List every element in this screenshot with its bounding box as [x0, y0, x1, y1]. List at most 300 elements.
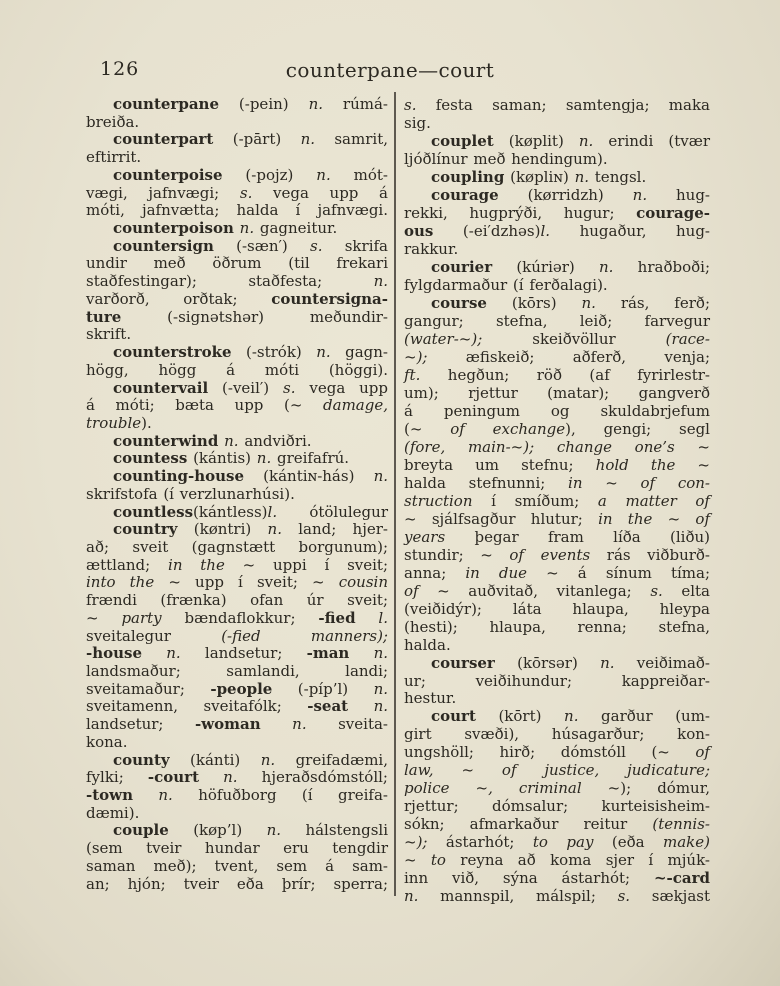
headword: courier	[431, 257, 493, 276]
headword: -man	[306, 644, 350, 663]
text-segment	[142, 644, 166, 662]
text-segment: (water-~);	[404, 329, 533, 348]
text-segment: ungshöll; hirð; dómstóll (~	[404, 743, 696, 762]
text-segment: n.	[316, 165, 331, 184]
text-segment: (kántis)	[187, 449, 257, 468]
text-segment: hjeraðsdómstóll;	[237, 768, 388, 787]
text-segment: skrifa	[322, 236, 388, 255]
dictionary-line	[86, 557, 388, 575]
dictionary-line	[86, 858, 388, 876]
text-segment: ur; veiðihundur; kappreiðar-	[404, 671, 710, 690]
text-segment: n.	[373, 644, 388, 663]
dictionary-line	[86, 238, 388, 256]
text-segment: n.	[578, 131, 594, 150]
text-segment: stundir; ~	[404, 545, 510, 564]
text-segment: vægi, jafnvægi;	[86, 183, 240, 202]
text-segment	[133, 786, 158, 804]
dictionary-line	[86, 734, 388, 752]
headword: courage	[431, 185, 499, 204]
text-segment: (køplit)	[493, 131, 579, 150]
dictionary-line	[86, 397, 388, 415]
text-segment: ), gengi; segl	[565, 419, 710, 438]
dictionary-line	[86, 592, 388, 610]
dictionary-line	[86, 326, 388, 344]
dictionary-line	[86, 185, 388, 203]
text-segment: saman með); tvent, sem á sam-	[86, 856, 388, 875]
text-segment: (-pein)	[218, 95, 309, 113]
text-segment	[349, 644, 373, 662]
dictionary-line	[86, 149, 388, 167]
dictionary-line	[404, 618, 710, 636]
text-segment: sveitalegur	[86, 626, 222, 645]
text-segment: anna;	[404, 563, 466, 582]
text-segment: n.	[300, 130, 316, 149]
dictionary-line	[86, 415, 388, 433]
text-segment: ~ á sínum tíma;	[527, 563, 710, 582]
text-segment: (eða	[593, 833, 663, 852]
dictionary-line	[86, 362, 388, 380]
text-segment: sveita-	[306, 715, 388, 734]
dictionary-line	[86, 486, 388, 504]
text-segment: landsmaður; samlandi, landi;	[86, 662, 388, 680]
text-segment	[356, 609, 379, 627]
dictionary-line	[404, 96, 710, 114]
text-segment: æfiskeið; aðferð, venja;	[465, 347, 711, 366]
dictionary-line	[404, 869, 710, 887]
text-segment: inn við, sýna ástarhót;	[404, 869, 654, 888]
dictionary-line	[404, 186, 710, 204]
text-segment: (-pārt)	[213, 130, 301, 149]
text-segment: (køntri)	[177, 520, 268, 539]
text-segment: of	[404, 581, 419, 600]
text-segment: law, ~ of justice, judicature;	[404, 761, 710, 780]
dictionary-line	[404, 276, 710, 294]
text-segment: rás viðburð-	[590, 545, 710, 564]
text-segment: (kōrsər)	[494, 653, 601, 672]
text-segment: s.	[283, 378, 296, 397]
headword: counterwind	[113, 431, 219, 450]
dictionary-line	[404, 510, 710, 528]
dictionary-line	[404, 654, 710, 672]
headword: couple	[113, 821, 169, 840]
text-segment: trouble	[86, 413, 142, 432]
text-segment: (-sæn′)	[213, 236, 311, 255]
text-segment: garður (um-	[578, 707, 710, 726]
page-number: 126	[100, 58, 140, 80]
text-segment: erindi (tvær	[593, 131, 710, 150]
text-segment: sækjast	[630, 887, 710, 906]
text-segment: (kōrs)	[486, 293, 582, 312]
text-segment: hegðun; röð (af fyrirlestr-	[420, 365, 710, 384]
text-segment: tengsl.	[589, 167, 647, 186]
text-segment: in due	[465, 563, 528, 582]
text-segment: (kántiɴ-hás)	[244, 467, 374, 486]
dictionary-line	[86, 698, 388, 716]
headword: -people	[210, 679, 273, 698]
text-segment: (sem tveir hundar eru tengdir	[86, 839, 388, 858]
dictionary-line	[86, 663, 388, 681]
text-segment: um); rjettur (matar); gangverð	[404, 383, 710, 402]
text-segment: hálstengsli	[281, 821, 388, 840]
text-segment: n.	[292, 715, 307, 734]
dictionary-line	[86, 114, 388, 132]
text-segment: n.	[600, 653, 615, 672]
text-segment: ljóðlínur með hendingum).	[404, 149, 608, 168]
text-segment: ~ auðvitað, vitanlega;	[418, 581, 651, 600]
text-segment: n.	[632, 185, 648, 204]
text-segment: n.	[373, 467, 388, 486]
dictionary-line	[404, 420, 710, 438]
text-segment: festa saman; samtengja; maka	[416, 96, 710, 114]
text-segment: sveitamenn, sveitafólk;	[86, 697, 308, 716]
text-segment: n.	[256, 449, 272, 468]
text-segment: of	[695, 743, 710, 762]
headword: -house	[86, 644, 143, 663]
headword: -seat	[307, 697, 349, 716]
text-segment: n.	[266, 821, 282, 840]
dictionary-line	[404, 725, 710, 743]
left-column	[86, 96, 388, 893]
headword: countersigna-	[271, 289, 388, 308]
text-segment: skeiðvöllur	[532, 329, 666, 348]
dictionary-line	[404, 258, 710, 276]
text-segment: (køpliɴ)	[504, 167, 575, 186]
dictionary-line	[404, 402, 710, 420]
text-segment: n.	[267, 520, 282, 539]
dictionary-line	[86, 769, 388, 787]
text-segment: n.	[158, 786, 173, 805]
dictionary-line	[86, 504, 388, 522]
dictionary-line	[86, 96, 388, 114]
text-segment: (kánti)	[169, 750, 261, 769]
text-segment: (race-	[665, 329, 710, 348]
dictionary-line	[86, 167, 388, 185]
headword: -town	[86, 786, 133, 805]
dictionary-line	[86, 468, 388, 486]
dictionary-line	[404, 707, 710, 725]
text-segment: veiðimað-	[614, 653, 710, 672]
text-segment: n.	[166, 644, 181, 663]
text-segment: cousin	[338, 573, 388, 592]
text-segment: ); dómur,	[620, 779, 710, 798]
text-segment: of exchange	[450, 419, 566, 438]
headword: counterpoise	[113, 165, 223, 184]
text-segment: (kántless)	[193, 502, 268, 521]
headword: ture	[86, 307, 122, 326]
headword: ous	[404, 221, 434, 240]
dictionary-line	[86, 628, 388, 646]
text-segment	[261, 715, 293, 733]
text-segment: varðorð, orðtak;	[86, 289, 272, 308]
text-segment: höfuðborg (í greifa-	[172, 786, 388, 805]
text-segment: into the	[86, 573, 155, 592]
text-segment: breiða.	[86, 112, 140, 131]
text-segment: reyna að koma sjer í mjúk-	[445, 851, 710, 870]
headword: counterpane	[113, 95, 219, 113]
text-segment: mót-	[330, 165, 388, 184]
dictionary-line	[86, 805, 388, 823]
text-segment: (kørridzh)	[498, 185, 633, 204]
headword: -court	[147, 768, 199, 787]
dictionary-line	[86, 876, 388, 894]
dictionary-line	[404, 168, 710, 186]
text-segment: gagneitur.	[254, 219, 338, 238]
text-segment: vega upp á	[252, 183, 388, 202]
text-segment: á peningum og skuldabrjefum	[404, 401, 710, 420]
text-segment: hold the ~	[595, 455, 711, 474]
text-segment: dæmi).	[86, 803, 140, 822]
dictionary-line	[404, 833, 710, 851]
text-segment: fylki;	[86, 768, 148, 787]
text-segment: (~	[404, 419, 451, 438]
text-segment: (-fied manners);	[221, 626, 388, 645]
dictionary-line	[404, 851, 710, 869]
headword: couplet	[431, 131, 494, 150]
text-segment: þegar fram líða (liðu)	[445, 527, 710, 546]
text-segment: (tennis-	[652, 815, 710, 834]
dictionary-line	[86, 273, 388, 291]
text-segment: in the	[168, 555, 225, 574]
text-segment: andviðri.	[238, 431, 312, 450]
text-segment: sókn; afmarkaður reitur	[404, 815, 653, 834]
text-segment: (veiðidýr); láta hlaupa, hleypa	[404, 599, 710, 618]
text-segment: (-veil′)	[208, 378, 284, 397]
text-segment: make)	[663, 833, 710, 852]
headword: countless	[113, 502, 194, 521]
text-segment: (-píp’l)	[272, 679, 374, 698]
text-segment: n.	[239, 219, 255, 238]
headword: countess	[113, 449, 188, 468]
text-segment: n.	[308, 95, 323, 113]
text-segment: n.	[599, 257, 614, 276]
text-segment: ~ sjálfsagður hlutur;	[404, 509, 599, 528]
text-segment: n.	[373, 679, 388, 698]
text-segment: að; sveit (gagnstætt borgunum);	[86, 537, 388, 556]
text-segment: sveitamaður;	[86, 679, 211, 698]
text-segment: years	[404, 527, 446, 546]
text-segment: móti, jafnvætta; halda í jafnvægi.	[86, 201, 388, 220]
dictionary-line	[404, 150, 710, 168]
dictionary-line	[404, 636, 710, 654]
text-segment: hestur.	[404, 689, 457, 708]
text-segment: (-pojz)	[222, 165, 317, 184]
text-segment: damage,	[323, 396, 388, 415]
dictionary-line	[404, 384, 710, 402]
dictionary-line	[404, 222, 710, 240]
text-segment: (køp’l)	[168, 821, 267, 840]
text-segment: (-strók)	[231, 343, 317, 362]
text-segment: an; hjón; tveir eða þrír; sperra;	[86, 874, 388, 893]
dictionary-line	[404, 132, 710, 150]
dictionary-line	[404, 312, 710, 330]
text-segment: samrit,	[315, 130, 388, 149]
dictionary-line	[86, 539, 388, 557]
text-segment: s.	[310, 236, 323, 255]
text-segment: skrifstofa (í verzlunarhúsi).	[86, 484, 295, 503]
text-segment: rakkur.	[404, 239, 459, 258]
text-segment: in ~ of con-	[568, 473, 710, 492]
dictionary-line	[404, 330, 710, 348]
text-segment: rekki, hugprýði, hugur;	[404, 203, 637, 222]
text-segment: in the ~ of	[598, 509, 711, 528]
text-segment: greifadæmi,	[275, 750, 389, 769]
text-segment: s.	[404, 96, 417, 114]
text-segment: land; hjer-	[281, 520, 388, 539]
dictionary-line	[404, 779, 710, 797]
text-segment: í smíðum;	[472, 491, 598, 510]
text-segment: högg, högg á móti (höggi).	[86, 360, 388, 379]
headword: courser	[431, 653, 495, 672]
dictionary-line	[86, 822, 388, 840]
text-segment: breyta um stefnu;	[404, 455, 596, 474]
headword: counterstroke	[113, 343, 232, 362]
dictionary-line	[86, 433, 388, 451]
text-segment: struction	[404, 491, 473, 510]
text-segment: ~ to	[404, 851, 446, 870]
dictionary-line	[404, 114, 710, 132]
text-segment	[348, 697, 373, 715]
text-segment: l.	[267, 502, 278, 521]
text-segment: staðfestingar); staðfesta;	[86, 272, 374, 291]
text-segment: landsetur;	[86, 715, 195, 734]
text-segment: sig.	[404, 113, 431, 132]
text-segment: elta	[662, 581, 710, 600]
text-segment: hug-	[647, 185, 710, 204]
headword: coupling	[431, 167, 505, 186]
dictionary-line	[86, 380, 388, 398]
text-segment: s.	[650, 581, 663, 600]
dictionary-line	[404, 438, 710, 456]
text-segment: of events	[509, 545, 591, 564]
text-segment: (hesti); hlaupa, renna; stefna,	[404, 617, 710, 636]
dictionary-line	[404, 564, 710, 582]
dictionary-line	[86, 645, 388, 663]
dictionary-line	[86, 131, 388, 149]
text-segment: ft.	[404, 365, 421, 384]
text-segment: (-signətshər) meðundir-	[121, 307, 388, 326]
text-segment: (-ei′dzhəs)	[433, 221, 541, 240]
text-segment: ).	[141, 413, 152, 432]
dictionary-line	[404, 887, 710, 905]
dictionary-line	[404, 366, 710, 384]
headword: ~-card	[653, 869, 710, 888]
text-segment: undir með öðrum (til frekari	[86, 254, 388, 273]
dictionary-line	[86, 309, 388, 327]
dictionary-line	[404, 815, 710, 833]
dictionary-line	[86, 202, 388, 220]
text-segment: bændaflokkur;	[161, 608, 319, 627]
text-segment: n.	[564, 707, 579, 726]
text-segment: (kúriər)	[492, 257, 600, 276]
text-segment: n.	[373, 272, 388, 291]
text-segment: ~);	[404, 833, 446, 852]
dictionary-line	[86, 610, 388, 628]
dictionary-line	[404, 672, 710, 690]
dictionary-line	[86, 840, 388, 858]
dictionary-line	[86, 716, 388, 734]
text-segment: to pay	[532, 833, 594, 852]
dictionary-line	[404, 204, 710, 222]
text-segment: l.	[540, 221, 551, 240]
dictionary-line	[404, 456, 710, 474]
dictionary-line	[404, 761, 710, 779]
text-segment: mannspil, málspil;	[418, 887, 618, 906]
text-segment: n.	[316, 343, 331, 362]
dictionary-line	[404, 528, 710, 546]
headword: counterpoison	[113, 219, 234, 238]
dictionary-line	[86, 344, 388, 362]
text-segment: ástarhót;	[445, 833, 533, 852]
dictionary-line	[404, 743, 710, 761]
headword: counting-house	[113, 467, 245, 486]
dictionary-line	[404, 797, 710, 815]
text-segment: halda.	[404, 635, 451, 654]
text-segment: rúmá-	[323, 95, 388, 113]
dictionary-line	[86, 450, 388, 468]
text-segment: l.	[378, 608, 388, 627]
dictionary-line	[86, 255, 388, 273]
dictionary-line	[404, 474, 710, 492]
right-column	[404, 96, 710, 905]
text-segment: landsetur;	[180, 644, 307, 663]
headword: courage-	[636, 203, 710, 222]
text-segment: girt svæði), húsagarður; kon-	[404, 725, 710, 744]
text-segment: n.	[223, 768, 238, 787]
text-segment: ~ uppi í sveit;	[224, 555, 388, 574]
dictionary-line	[86, 574, 388, 592]
text-segment: gagn-	[330, 343, 388, 362]
text-segment: s.	[617, 887, 631, 906]
text-segment: n.	[574, 167, 590, 186]
text-segment: (kōrt)	[475, 707, 565, 726]
text-segment: ~);	[404, 347, 466, 366]
text-segment: ættland;	[86, 555, 169, 574]
text-segment: halda stefnunni;	[404, 473, 569, 492]
text-segment: hugaður, hug-	[550, 221, 710, 240]
text-segment: eftirrit.	[86, 148, 142, 167]
text-segment: n.	[260, 750, 276, 769]
text-segment: a matter of	[597, 491, 710, 510]
dictionary-line	[404, 546, 710, 564]
dictionary-line	[86, 220, 388, 238]
headword: court	[431, 707, 476, 726]
text-segment: police ~, criminal ~	[404, 779, 621, 798]
text-segment: greifafrú.	[271, 449, 350, 468]
text-segment: gangur; stefna, leið; farvegur	[404, 311, 710, 330]
text-segment	[199, 768, 223, 786]
headword: counterpart	[113, 130, 214, 149]
dictionary-line	[404, 240, 710, 258]
text-segment: ~	[86, 608, 122, 627]
headword: countervail	[113, 378, 209, 397]
column-divider	[394, 92, 396, 896]
text-segment: skrift.	[86, 325, 132, 344]
text-segment: n.	[581, 293, 596, 312]
text-segment: n.	[224, 431, 239, 450]
dictionary-line	[86, 521, 388, 539]
dictionary-line	[86, 752, 388, 770]
text-segment: kona.	[86, 732, 128, 751]
dictionary-line	[86, 681, 388, 699]
dictionary-line	[404, 582, 710, 600]
headword: -fied	[318, 608, 356, 627]
dictionary-line	[404, 294, 710, 312]
text-segment: n.	[404, 887, 419, 906]
dictionary-line	[404, 689, 710, 707]
dictionary-line	[86, 291, 388, 309]
text-segment: (fore, main-~); change one’s ~	[404, 437, 710, 456]
text-segment: á móti; bæta upp (~	[86, 396, 324, 415]
